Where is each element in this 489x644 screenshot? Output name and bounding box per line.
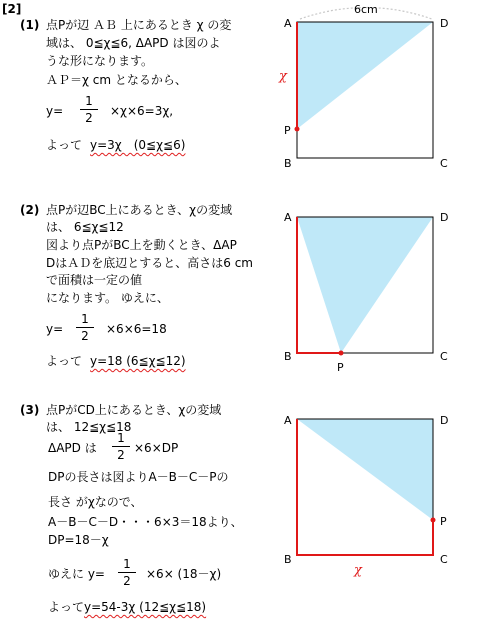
problem-1-number: (1): [20, 18, 40, 32]
problem-2-line-3: 図より点PがBC上を動くとき、ΔAP: [46, 238, 237, 252]
problem-3-line-3-expression: ×6×DP: [134, 441, 179, 455]
problem-2-y-prefix: y=: [46, 322, 64, 336]
figure-1: [278, 3, 448, 170]
figure-3-label-c: C: [440, 553, 448, 566]
figure-1-triangle-apd: [297, 22, 433, 129]
problem-3-line-6: A－B－C－D・・・6×3＝18より、: [48, 515, 243, 529]
problem-3-fraction2-numerator: 1: [123, 557, 131, 571]
figure-3-label-a: A: [284, 414, 292, 427]
problem-3-answer: y=54-3χ (12≦χ≦18): [84, 600, 207, 614]
figure-2-label-p: P: [337, 361, 344, 374]
problem-1-line-1: 点Pが辺 ＡＢ 上にあるとき χ の変: [46, 18, 232, 32]
problem-2-line-5: で面積は一定の値: [46, 273, 143, 287]
figure-1-label-p: P: [284, 124, 291, 137]
problem-2-answer-prefix: よって: [46, 354, 83, 368]
problem-3-number: (3): [20, 403, 40, 417]
problem-1-y-expression: ×χ×6=3χ,: [110, 104, 174, 118]
problem-3-line-2: は、 12≦χ≦18: [46, 420, 132, 434]
problem-3-line-1: 点PがCD上にあるとき、χの変域: [46, 403, 222, 417]
problem-1-answer: y=3χ (0≦χ≦6): [90, 138, 186, 152]
figure-2-label-d: D: [440, 211, 449, 224]
figure-2: [284, 211, 448, 374]
problem-3-line-3-prefix: ΔAPD は: [48, 441, 97, 455]
figure-3: [284, 414, 448, 578]
problem-2-line-2: は、 6≦χ≦12: [46, 220, 124, 234]
problem-2-number: (2): [20, 203, 40, 217]
problem-3-line-5: 長さ がχなので、: [48, 495, 143, 509]
problem-1-fraction-numerator: 1: [85, 94, 93, 108]
figure-3-label-p: P: [440, 515, 447, 528]
figure-3-label-b: B: [284, 553, 292, 566]
figure-2-label-b: B: [284, 350, 292, 363]
problem-2-answer: y=18 (6≦χ≦12): [90, 354, 186, 368]
problem-3-fraction-numerator: 1: [117, 431, 125, 445]
figure-3-label-d: D: [440, 414, 449, 427]
figure-2-label-c: C: [440, 350, 448, 363]
problem-1-y-prefix: y=: [46, 104, 64, 118]
figure-1-label-d: D: [440, 17, 449, 30]
figure-3-triangle-apd: [297, 419, 433, 520]
problem-1-answer-prefix: よって: [46, 138, 83, 152]
problem-3-answer-prefix: よって: [48, 600, 85, 614]
problem-3-y-expression: ×6× (18－χ): [146, 567, 222, 581]
figure-2-triangle-apd: [297, 217, 433, 353]
figure-1-label-6cm: 6cm: [354, 3, 378, 16]
problem-1-line-4: ＡＰ＝χ cm となるから、: [46, 73, 187, 87]
figure-3-label-x: χ: [354, 563, 362, 578]
problem-1-line-2: 域は、 0≦χ≦6, ΔAPD は図のよ: [46, 36, 221, 50]
problem-3-y-prefix: ゆえに y=: [48, 567, 105, 581]
figure-1-label-b: B: [284, 157, 292, 170]
problem-3-line-4: DPの長さは図よりA－B－C－Pの: [48, 470, 229, 484]
figure-2-point-p: [339, 351, 344, 356]
section-header: [2]: [2, 2, 22, 16]
figure-1-label-c: C: [440, 157, 448, 170]
problem-1-line-3: うな形になります。: [46, 54, 154, 68]
problem-3-fraction2-denominator: 2: [123, 574, 131, 588]
problem-1-fraction-denominator: 2: [85, 111, 93, 125]
problem-2-line-4: DはＡＤを底辺とすると、高さは6 cm: [46, 256, 253, 270]
figure-1-label-a: A: [284, 17, 292, 30]
figure-3-point-p: [431, 518, 436, 523]
problem-2-fraction-numerator: 1: [81, 312, 89, 326]
problem-3-fraction-denominator: 2: [117, 448, 125, 462]
problem-2-fraction-denominator: 2: [81, 329, 89, 343]
problem-2-line-6: になります。 ゆえに、: [46, 291, 169, 305]
figure-1-point-p: [295, 127, 300, 132]
figure-1-label-x: χ: [279, 69, 287, 84]
problem-3-line-7: DP=18－χ: [48, 533, 109, 547]
problem-2-y-expression: ×6×6=18: [106, 322, 167, 336]
figure-2-label-a: A: [284, 211, 292, 224]
problem-2-line-1: 点Pが辺BC上にあるとき、χの変域: [46, 203, 233, 217]
